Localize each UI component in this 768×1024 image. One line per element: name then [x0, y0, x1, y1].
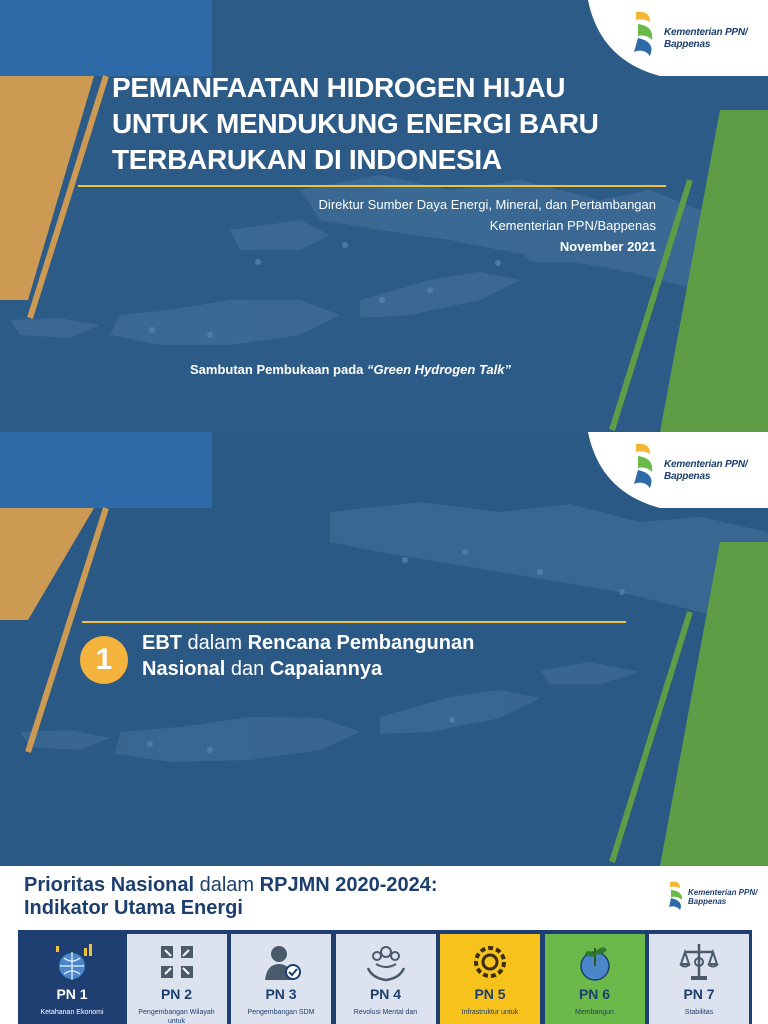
- section-divider: [82, 621, 626, 623]
- priority-description: Ketahanan Ekonomi: [40, 1009, 104, 1016]
- person-check-icon: [257, 938, 305, 986]
- presentation-title: [112, 70, 672, 178]
- priority-label: PN 6: [578, 986, 611, 1002]
- presenter-institution: Kementerian PPN/Bappenas: [489, 218, 656, 233]
- title-connector: dalam: [182, 632, 248, 654]
- earth-plant-icon: [571, 938, 619, 986]
- expand-arrows-icon: [153, 938, 201, 986]
- priority-description: Revolusi Mental dan: [353, 1009, 418, 1016]
- section-title: [142, 630, 474, 682]
- priority-description: Pengembangan SDM: [247, 1009, 315, 1016]
- community-hands-icon: [362, 938, 410, 986]
- priority-card-pn2: [127, 934, 227, 1024]
- title-line: TERBARUKAN DI INDONESIA: [112, 144, 502, 175]
- section-slide: [0, 432, 768, 866]
- priority-card-pn1: [22, 934, 122, 1024]
- logo-line2: Bappenas: [664, 471, 711, 482]
- title-slide: [0, 0, 768, 432]
- presenter-info: [319, 194, 656, 257]
- priority-description: Membangun: [575, 1009, 614, 1016]
- gear-icon: [466, 938, 514, 986]
- presentation-date: November 2021: [559, 239, 656, 254]
- title-capaian: Capaiannya: [269, 658, 383, 680]
- bappenas-logo: [588, 0, 768, 76]
- title-rencana: Rencana Pembangunan: [247, 632, 475, 654]
- priority-label: PN 2: [160, 986, 193, 1002]
- priority-card-pn3: [231, 934, 331, 1024]
- priority-description: Pengembangan Wilayah untuk: [138, 1009, 215, 1024]
- section-number-badge: 1: [80, 636, 128, 684]
- priority-card-pn4: [336, 934, 436, 1024]
- title-divider: [78, 185, 666, 187]
- title-ebt: EBT: [142, 632, 182, 654]
- priority-label: PN 7: [683, 986, 715, 1002]
- globe-growth-icon: [48, 938, 96, 986]
- priority-label: PN 1: [56, 986, 88, 1002]
- logo-line1: Kementerian PPN/: [664, 27, 748, 38]
- scales-icon: [675, 938, 723, 986]
- priority-card-pn6: [545, 934, 645, 1024]
- logo-line2: Bappenas: [688, 897, 727, 906]
- slide-title: [24, 874, 438, 920]
- priority-cards-row: [18, 930, 752, 1024]
- title-line: PEMANFAATAN HIDROGEN HIJAU: [112, 72, 566, 103]
- title-connector: dalam: [194, 874, 260, 896]
- priority-label: PN 3: [265, 986, 297, 1002]
- presenter-position: Direktur Sumber Daya Energi, Mineral, dan Pertambangan: [318, 197, 656, 212]
- priority-description: Stabilitas: [684, 1009, 714, 1016]
- logo-line1: Kementerian PPN/: [688, 888, 758, 897]
- title-prioritas: Prioritas Nasional: [24, 874, 195, 896]
- priorities-slide: [0, 866, 768, 1024]
- title-rpjmn: RPJMN 2020-2024:: [259, 874, 438, 896]
- priority-card-pn7: [649, 934, 749, 1024]
- priority-label: PN 4: [369, 986, 402, 1002]
- welcome-remark: [190, 362, 511, 377]
- priority-card-pn5: [440, 934, 540, 1024]
- logo-line1: Kementerian PPN/: [664, 459, 748, 470]
- priority-description: Infrastruktur untuk: [461, 1009, 519, 1016]
- title-connector: dan: [225, 658, 270, 680]
- logo-line2: Bappenas: [664, 39, 711, 50]
- title-line: UNTUK MENDUKUNG ENERGI BARU: [112, 108, 599, 139]
- bappenas-emblem-icon: [588, 0, 668, 76]
- bappenas-emblem-icon: [588, 432, 668, 508]
- priority-label: PN 5: [474, 986, 506, 1002]
- event-name: “Green Hydrogen Talk”: [367, 362, 511, 377]
- bappenas-logo: [666, 876, 766, 916]
- bappenas-logo: [588, 432, 768, 508]
- welcome-prefix: Sambutan Pembukaan pada: [190, 362, 367, 377]
- title-indikator: Indikator Utama Energi: [24, 897, 243, 919]
- title-nasional: Nasional: [142, 658, 226, 680]
